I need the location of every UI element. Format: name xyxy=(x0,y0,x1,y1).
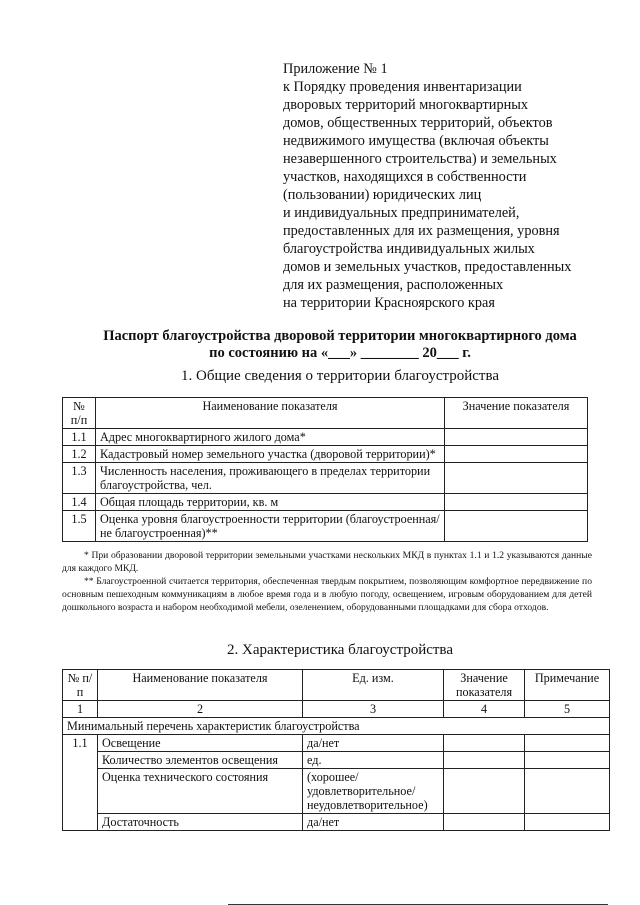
row-value xyxy=(444,752,525,769)
footnote-1: * При образовании дворовой территории земельными участками нескольких МКД в пунктах 1.1 и 1.2 указываются данные для каждого МКД. xyxy=(62,550,592,574)
column-header: Примечание xyxy=(525,670,610,701)
appendix-line: дворовых территорий многоквартирных xyxy=(283,97,528,113)
row-value xyxy=(445,511,588,542)
appendix-line: домов и земельных участков, предоставленных xyxy=(283,259,572,275)
table-row xyxy=(63,446,588,463)
row-name: Оценка технического состояния xyxy=(98,769,303,814)
column-header: Значение показателя xyxy=(445,398,588,429)
row-note xyxy=(525,735,610,752)
column-header: Значение показателя xyxy=(444,670,525,701)
row-unit: да/нет xyxy=(303,814,444,831)
row-note xyxy=(525,752,610,769)
row-name: Кадастровый номер земельного участка (дворовой территории)* xyxy=(96,446,445,463)
row-value xyxy=(444,769,525,814)
footnotes xyxy=(62,549,592,614)
row-note xyxy=(525,814,610,831)
row-value xyxy=(445,463,588,494)
table-row xyxy=(63,494,588,511)
table-row xyxy=(63,429,588,446)
row-value xyxy=(444,814,525,831)
title-line-1: Паспорт благоустройства дворовой территории многоквартирного дома xyxy=(103,328,577,344)
column-number: 3 xyxy=(303,701,444,718)
column-number-row xyxy=(63,701,610,718)
appendix-line: недвижимого имущества (включая объекты xyxy=(283,133,549,149)
column-number: 5 xyxy=(525,701,610,718)
row-number: 1.1 xyxy=(63,429,96,446)
row-unit: (хорошее/ удовлетворительное/ неудовлетворительное) xyxy=(303,769,444,814)
table-row xyxy=(63,814,610,831)
appendix-line: домов, общественных территорий, объектов xyxy=(283,115,553,131)
row-name: Общая площадь территории, кв. м xyxy=(96,494,445,511)
general-info-table xyxy=(62,397,588,542)
row-name: Освещение xyxy=(98,735,303,752)
row-name: Оценка уровня благоустроенности территории (благоустроенная/не благоустроенная)** xyxy=(96,511,445,542)
appendix-header xyxy=(283,60,623,312)
group-row xyxy=(63,718,610,735)
appendix-line: (пользовании) юридических лиц xyxy=(283,187,482,203)
appendix-line: для их размещения, расположенных xyxy=(283,277,504,293)
column-header: № п/п xyxy=(63,398,96,429)
table-row xyxy=(63,511,588,542)
row-name: Численность населения, проживающего в пределах территории благоустройства, чел. xyxy=(96,463,445,494)
group-title: Минимальный перечень характеристик благоустройства xyxy=(63,718,610,735)
section-2-heading: 2. Характеристика благоустройства xyxy=(227,642,453,658)
table-row xyxy=(63,752,610,769)
title-line-2: по состоянию на «___» ________ 20___ г. xyxy=(209,345,471,361)
row-note xyxy=(525,769,610,814)
row-value xyxy=(445,446,588,463)
table-header-row xyxy=(63,398,588,429)
section-1-heading: 1. Общие сведения о территории благоустройства xyxy=(181,368,499,384)
row-value xyxy=(444,735,525,752)
row-unit: да/нет xyxy=(303,735,444,752)
column-header: Ед. изм. xyxy=(303,670,444,701)
table-row xyxy=(63,769,610,814)
row-number: 1.3 xyxy=(63,463,96,494)
footnote-2: ** Благоустроенной считается территория, обеспеченная твердым покрытием, позволяющим комфортное передвижение по основным пешеходным коммуникациям в любое время года и в любую погоду, освещением, игровым оборудованием для детей дошкольного возраста и набором необходимой мебели, озеленением, оборудованными площадками для сбора отходов. xyxy=(62,576,592,613)
column-number: 1 xyxy=(63,701,98,718)
row-name: Достаточность xyxy=(98,814,303,831)
row-name: Количество элементов освещения xyxy=(98,752,303,769)
column-header: Наименование показателя xyxy=(98,670,303,701)
table-row xyxy=(63,735,610,752)
row-value xyxy=(445,429,588,446)
table-header-row xyxy=(63,670,610,701)
column-header: № п/п xyxy=(63,670,98,701)
passport-title xyxy=(60,328,620,362)
table-row xyxy=(63,463,588,494)
row-number: 1.4 xyxy=(63,494,96,511)
appendix-line: благоустройства индивидуальных жилых xyxy=(283,241,535,257)
row-number: 1.1 xyxy=(63,735,98,831)
appendix-line: незавершенного строительства) и земельных xyxy=(283,151,557,167)
row-number: 1.2 xyxy=(63,446,96,463)
column-number: 2 xyxy=(98,701,303,718)
appendix-line: участков, находящихся в собственности xyxy=(283,169,527,185)
appendix-line: к Порядку проведения инвентаризации xyxy=(283,79,522,95)
appendix-line: на территории Красноярского края xyxy=(283,295,495,311)
row-name: Адрес многоквартирного жилого дома* xyxy=(96,429,445,446)
appendix-line: Приложение № 1 xyxy=(283,61,388,77)
characteristics-table xyxy=(62,669,610,831)
row-number: 1.5 xyxy=(63,511,96,542)
appendix-line: и индивидуальных предпринимателей, xyxy=(283,205,520,221)
column-number: 4 xyxy=(444,701,525,718)
row-unit: ед. xyxy=(303,752,444,769)
column-header: Наименование показателя xyxy=(96,398,445,429)
appendix-line: предоставленных для их размещения, уровня xyxy=(283,223,560,239)
row-value xyxy=(445,494,588,511)
